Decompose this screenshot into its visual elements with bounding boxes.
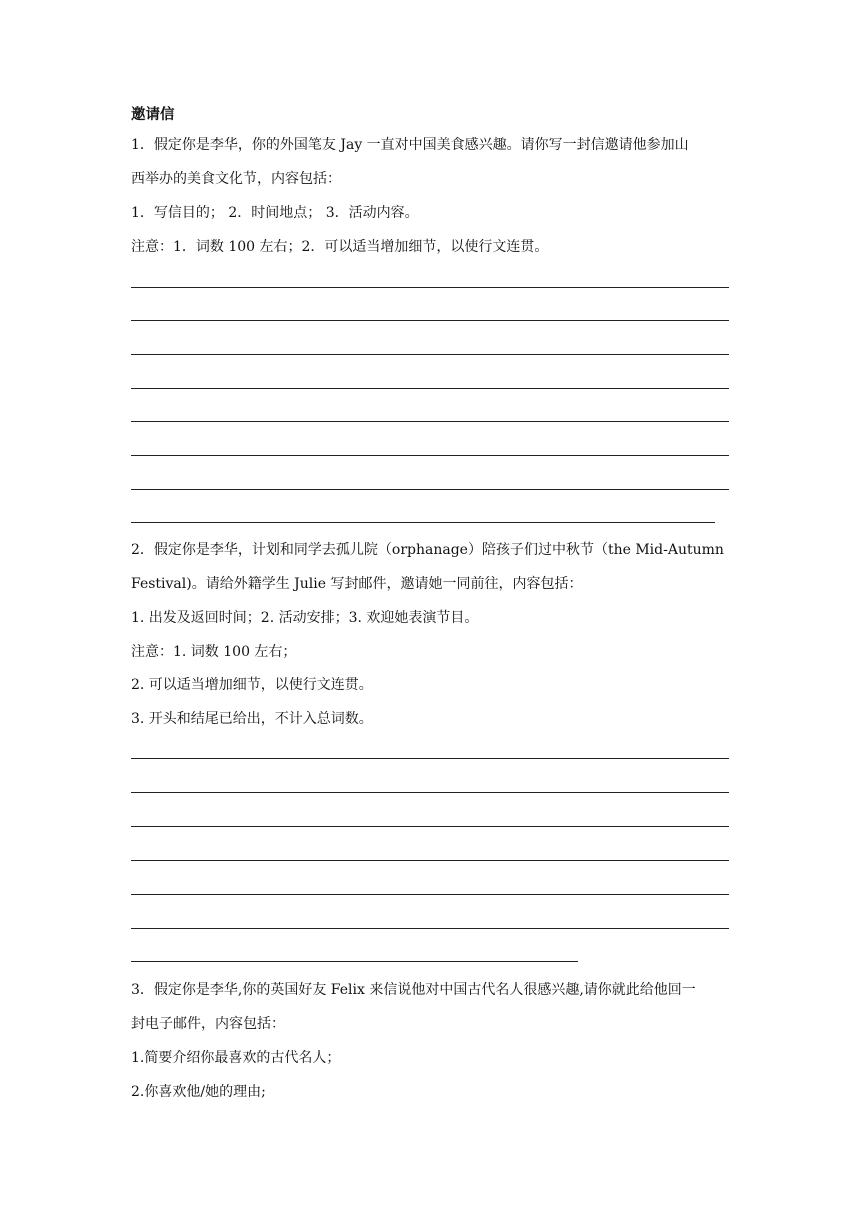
- q1-prompt-line-1: 1．假定你是李华，你的外国笔友 Jay 一直对中国美食感兴趣。请你写一封信邀请他参加山: [131, 137, 689, 153]
- answer-line: [131, 354, 729, 355]
- answer-line: [131, 894, 729, 895]
- answer-line: [131, 489, 729, 490]
- q3-prompt-line-2: 封电子邮件，内容包括：: [131, 1016, 285, 1032]
- answer-line: [131, 287, 729, 288]
- answer-line: [131, 826, 729, 827]
- answer-line: [131, 421, 729, 422]
- q1-requirements: 1．写信目的； 2．时间地点； 3．活动内容。: [131, 205, 419, 221]
- q2-prompt-line-1: 2．假定你是李华，计划和同学去孤儿院（orphanage）陪孩子们过中秋节（the Mid-Autumn: [131, 542, 724, 558]
- answer-line: [131, 320, 729, 321]
- q3-prompt-line-1: 3．假定你是李华,你的英国好友 Felix 来信说他对中国古代名人很感兴趣,请你就此给他回一: [131, 982, 696, 998]
- answer-line: [131, 961, 578, 962]
- q2-note-3: 3. 开头和结尾已给出，不计入总词数。: [131, 711, 373, 727]
- q2-note-1: 注意：1. 词数 100 左右；: [131, 644, 297, 660]
- answer-line: [131, 792, 729, 793]
- q3-point-2: 2.你喜欢他/她的理由;: [131, 1084, 266, 1100]
- section-title: 邀请信: [131, 106, 175, 123]
- q1-note: 注意：1．词数 100 左右；2．可以适当增加细节，以使行文连贯。: [131, 239, 549, 255]
- q2-prompt-line-2: Festival)。请给外籍学生 Julie 写封邮件，邀请她一同前往，内容包括：: [131, 576, 583, 592]
- answer-line: [131, 860, 729, 861]
- answer-line: [131, 758, 729, 759]
- answer-line: [131, 455, 729, 456]
- q2-requirements: 1. 出发及返回时间；2. 活动安排；3. 欢迎她表演节目。: [131, 610, 479, 626]
- q3-point-1: 1.简要介绍你最喜欢的古代名人；: [131, 1050, 341, 1066]
- q1-prompt-line-2: 西举办的美食文化节，内容包括：: [131, 171, 341, 187]
- answer-line: [131, 928, 729, 929]
- answer-line: [131, 388, 729, 389]
- answer-line: [131, 522, 715, 523]
- q2-note-2: 2. 可以适当增加细节，以使行文连贯。: [131, 677, 373, 693]
